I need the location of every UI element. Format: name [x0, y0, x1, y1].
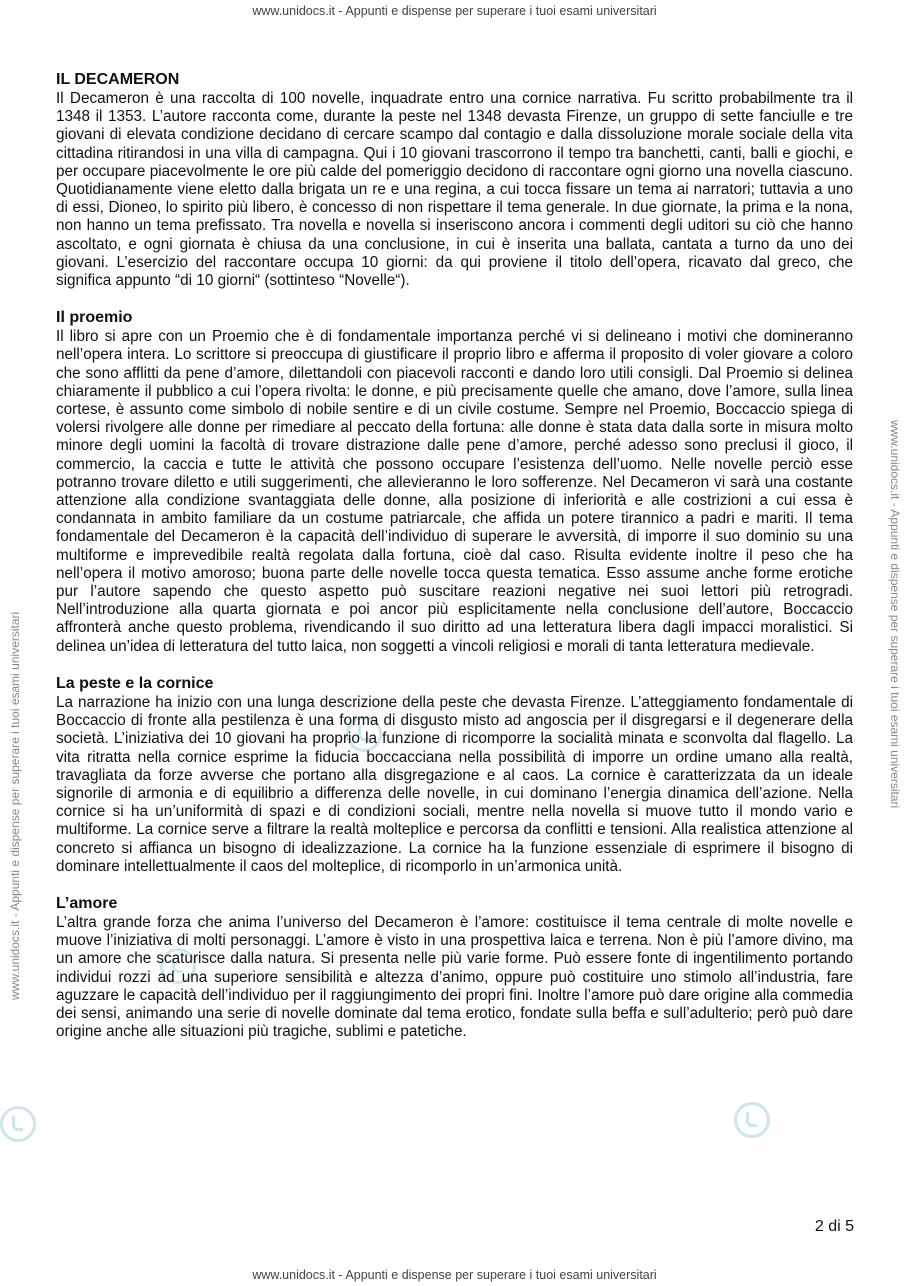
document-body: [56, 70, 853, 1059]
section-title: IL DECAMERON: [56, 71, 180, 88]
section-proemio: [56, 308, 853, 656]
section-paragraph: Il libro si apre con un Proemio che è di fondamentale importanza perché vi si delineano i motivi che domineranno nell’opera intera. Lo scrittore si preoccupa di giustificare il proprio libro e afferma il proposito di voler giovare a coloro che sono afflitti da pene d’amore, dilettandoli con piacevoli racconti e dando loro utili consigli. Dal Proemio si delinea chiaramente il pubblico a cui l’opera rivolta: le donne, e più precisamente quelle che amano, dove l’amore, sulla linea cortese, è assunto come simbolo di nobile sentire e di un civile costume. Sempre nel Proemio, Boccaccio spiega di volersi rivolgere alle donne per rimediare al peccato della fortuna: alle donne è stata data dalla sorte in misura molto minore degli uomini la facoltà di trovare distrazione dalle pene d’amore, perché adesso sono preclusi il gioco, il commercio, la caccia e tutte le attività che possono occupare l’esistenza dell’uomo. Nelle novelle perciò esse potranno trovare diletto e utili suggerimenti, che allevieranno le loro sofferenze. Nel Decameron vi sarà una costante attenzione alla condizione svantaggiata delle donne, alla posizione di inferiorità e alle costrizioni a cui essa è condannata in ambito familiare da un costume patriarcale, che affida un potere tirannico a padri e mariti. Il tema fondamentale del Decameron è la capacità dell’individuo di superare le avversità, di imporre il suo dominio su una multiforme e imprevedibile realtà regolata dalla fortuna, cioè dal caso. Risulta evidente inoltre il peso che ha nell’opera il motivo amoroso; buona parte delle novelle tocca questa tematica. Esso assume anche forme erotiche pur l’autore sapendo che questo aspetto può suscitare reazioni negative nei suoi lettori più retrogradi. Nell’introduzione alla quarta giornata e poi ancor più esplicitamente nella conclusione dell’autore, Boccaccio affronterà anche questo problema, rivendicando il suo diritto ad una letteratura libera dagli impacci moralistici. Si delinea un’idea di letteratura del tutto laica, non soggetti a vincoli religiosi e morali di tanta letteratura medievale.: [56, 328, 853, 655]
left-side-watermark: www.unidocs.it - Appunti e dispense per superare i tuoi esami universitari: [8, 611, 22, 1000]
section-paragraph: La narrazione ha inizio con una lunga descrizione della peste che devasta Firenze. L’atteggiamento fondamentale di Boccaccio di fronte alla pestilenza è una forma di disgusto misto ad angoscia per il disgregarsi e il degenerare della società. L’iniziativa dei 10 giovani ha proprio la funzione di ricomporre la socialità minata e sconvolta dal flagello. La vita ritratta nella cornice esprime la fiducia boccacciana nella possibilità di imporre un ordine umano alla realtà, travagliata da forze avverse che portano alla disgregazione e al caos. La cornice è caratterizzata da un ideale signorile di armonia e di equilibrio a differenza delle novelle, in cui dominano l’energia dinamica dell’azione. Nella cornice si ha un’uniformità di spazi e di condizioni sociali, mentre nella novella si muove tutto il mondo vario e multiforme. La cornice serve a filtrare la realtà molteplice e percorsa da conflitti e tensioni. Alla realistica attenzione al concreto si affianca un bisogno di idealizzazione. La cornice ha la funzione essenziale di esprimere il bisogno di dominare intellettualmente il caos del molteplice, di ricomporlo in un’armonica unità.: [56, 693, 853, 875]
section-peste-cornice: [56, 674, 853, 876]
header-watermark: www.unidocs.it - Appunti e dispense per superare i tuoi esami universitari: [252, 4, 657, 18]
page-number: 2 di 5: [814, 1218, 854, 1235]
section-amore: [56, 894, 853, 1041]
section-paragraph: Il Decameron è una raccolta di 100 novelle, inquadrate entro una cornice narrativa. Fu scritto probabilmente tra il 1348 il 1353. L’autore racconta come, durante la peste nel 1348 devasta Firenze, un gruppo di sette fanciulle e tre giovani di elevata condizione decidano di cercare scampo dal contagio e dalla dissoluzione morale sociale della vita cittadina ritirandosi in una villa di campagna. Qui i 10 giovani trascorrono il tempo tra banchetti, canti, balli e giochi, e per occupare piacevolmente le ore più calde del pomeriggio decidono di raccontare ogni giorno una novella ciascuno. Quotidianamente viene eletto dalla brigata un re e una regina, a cui tocca fissare un tema ai narratori; tuttavia a uno di essi, Dioneo, lo spirito più libero, è concesso di non rispettare il tema generale. In due giornate, la prima e la nona, non hanno un tema prefissato. Tra novella e novella si inseriscono ancora i commenti degli uditori su ciò che hanno ascoltato, e ogni giornata è chiusa da una conclusione, in cui è inserita una ballata, cantata a turno da uno dei giovani. L’esercizio del raccontare occupa 10 giorni: da qui proviene il titolo dell’opera, ricavato dal greco, che significa appunto “di 10 giorni“ (sottinteso “Novelle“).: [56, 90, 853, 290]
section-decameron: [56, 70, 853, 290]
section-title: L’amore: [56, 894, 118, 912]
unidocs-logo-watermark: [0, 1106, 36, 1142]
unidocs-logo-watermark: [734, 1102, 770, 1138]
section-title: Il proemio: [56, 309, 133, 327]
right-side-watermark: www.unidocs.it - Appunti e dispense per superare i tuoi esami universitari: [888, 420, 902, 809]
section-paragraph: L’altra grande forza che anima l’universo del Decameron è l’amore: costituisce il tema centrale di molte novelle e muove l’iniziativa di molti personaggi. L’amore è visto in una prospettiva laica e terrena. Non è più l’amore divino, ma un amore che scaturisce dalla natura. Si presenta nelle più varie forme. Può essere fonte di ingentilimento portando individui rozzi ad una superiore sensibilità e altezza d’animo, oppure può costituire uno stimolo all’industria, fare aguzzare le capacità dell’individuo per il raggiungimento dei propri fini. Inoltre l’amore può dare origine alla commedia dei sensi, animando una serie di novelle dominate dal tema erotico, fondate sulla beffa e sull’adulterio; però può dare origine anche alle situazioni più tragiche, sublimi e patetiche.: [56, 913, 853, 1041]
section-title: La peste e la cornice: [56, 674, 214, 692]
footer-watermark: www.unidocs.it - Appunti e dispense per superare i tuoi esami universitari: [252, 1268, 657, 1282]
